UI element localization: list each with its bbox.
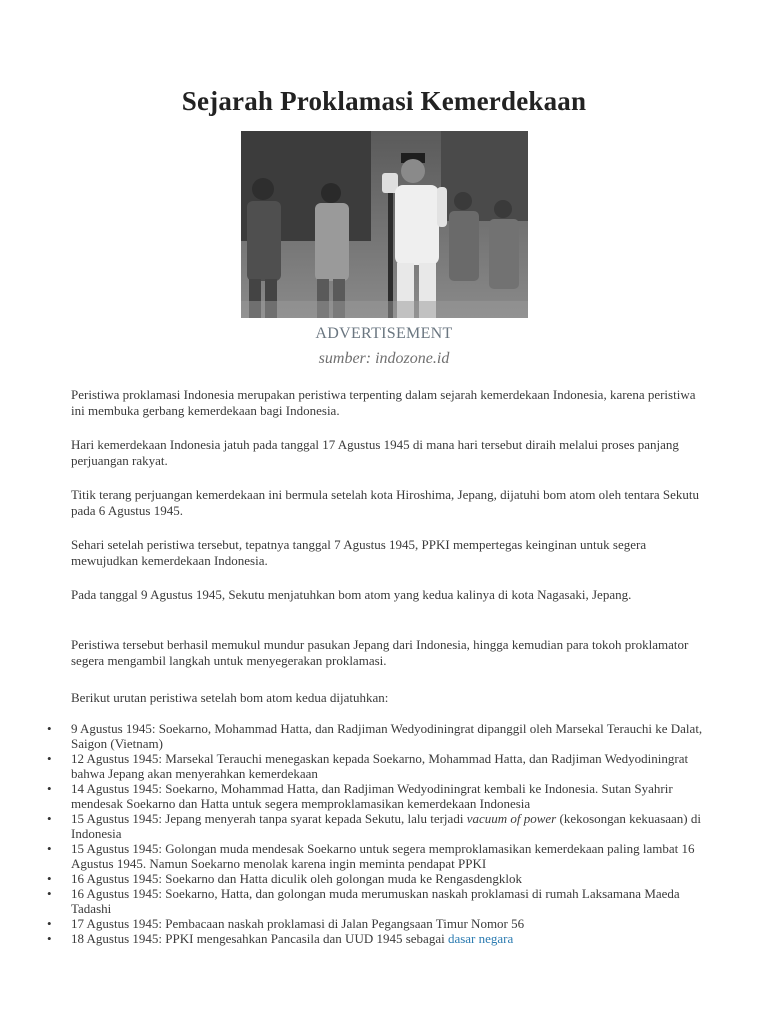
list-item-text: 14 Agustus 1945: Soekarno, Mohammad Hatta, dan Radjiman Wedyodiningrat kembali ke Indonesia. Sutan Syahrir mendesak Soekarno dan Hatta untuk segera memproklamasikan kemerdekaan Indonesia <box>71 781 673 811</box>
list-item <box>71 721 711 751</box>
list-item <box>71 781 711 811</box>
list-item-text: 12 Agustus 1945: Marsekal Terauchi menegaskan kepada Soekarno, Mohammad Hatta, dan Radjiman Wedyodiningrat bahwa Jepang akan menyerahkan kemerdekaan <box>71 751 689 781</box>
paragraph: Pada tanggal 9 Agustus 1945, Sekutu menjatuhkan bom atom yang kedua kalinya di kota Nagasaki, Jepang. <box>71 587 632 602</box>
advertisement-label: ADVERTISEMENT <box>315 325 453 342</box>
list-item-text: 16 Agustus 1945: Soekarno dan Hatta diculik oleh golongan muda ke Rengasdengklok <box>71 871 522 886</box>
list-item-italic-term: vacuum of power <box>466 811 557 826</box>
proclamation-photo <box>241 131 528 318</box>
dasar-negara-link[interactable]: dasar negara <box>447 931 514 946</box>
photo-caption: sumber: indozone.id <box>318 350 450 367</box>
list-item-text: 18 Agustus 1945: PPKI mengesahkan Pancasila dan UUD 1945 sebagai <box>71 931 448 946</box>
article-title: Sejarah Proklamasi Kemerdekaan <box>181 86 587 116</box>
list-item <box>71 751 711 781</box>
list-item-text: 16 Agustus 1945: Soekarno, Hatta, dan golongan muda merumuskan naskah proklamasi di rumah Laksamana Maeda Tadashi <box>71 886 680 916</box>
list-item <box>71 931 711 946</box>
paragraph: Peristiwa tersebut berhasil memukul mundur pasukan Jepang dari Indonesia, hingga kemudian para tokoh proklamator segera mengambil langkah untuk menyegerakan proklamasi. <box>71 637 689 668</box>
list-item-text: 9 Agustus 1945: Soekarno, Mohammad Hatta, dan Radjiman Wedyodiningrat dipanggil oleh Marsekal Terauchi ke Dalat, Saigon (Vietnam) <box>71 721 703 751</box>
list-item-text: 15 Agustus 1945: Golongan muda mendesak Soekarno untuk segera memproklamasikan kemerdekaan paling lambat 16 Agustus 1945. Namun Soekarno menolak karena ingin meminta pendapat PPKI <box>71 841 695 871</box>
paragraph: Hari kemerdekaan Indonesia jatuh pada tanggal 17 Agustus 1945 di mana hari tersebut diraih melalui proses panjang perjuangan rakyat. <box>71 437 679 468</box>
list-item <box>71 871 711 886</box>
proclamation-photo-image <box>241 131 528 318</box>
paragraph: Peristiwa proklamasi Indonesia merupakan peristiwa terpenting dalam sejarah kemerdekaan Indonesia, karena peristiwa ini membuka gerbang kemerdekaan bagi Indonesia. <box>71 387 696 418</box>
list-item-text: (kekosongan kekuasaan) di Indonesia <box>71 811 701 841</box>
list-item <box>71 841 711 871</box>
list-item <box>71 916 711 931</box>
paragraph: Titik terang perjuangan kemerdekaan ini bermula setelah kota Hiroshima, Jepang, dijatuhi bom atom oleh tentara Sekutu pada 6 Agustus 1945. <box>71 487 700 518</box>
list-intro: Berikut urutan peristiwa setelah bom atom kedua dijatuhkan: <box>71 690 389 705</box>
list-item <box>71 811 711 841</box>
paragraph: Sehari setelah peristiwa tersebut, tepatnya tanggal 7 Agustus 1945, PPKI mempertegas keinginan untuk segera mewujudkan kemerdekaan Indonesia. <box>71 537 647 568</box>
list-item-text: 15 Agustus 1945: Jepang menyerah tanpa syarat kepada Sekutu, lalu terjadi <box>71 811 467 826</box>
list-item-text: 17 Agustus 1945: Pembacaan naskah proklamasi di Jalan Pegangsaan Timur Nomor 56 <box>71 916 525 931</box>
list-item <box>71 886 711 916</box>
event-timeline-list <box>71 721 711 946</box>
